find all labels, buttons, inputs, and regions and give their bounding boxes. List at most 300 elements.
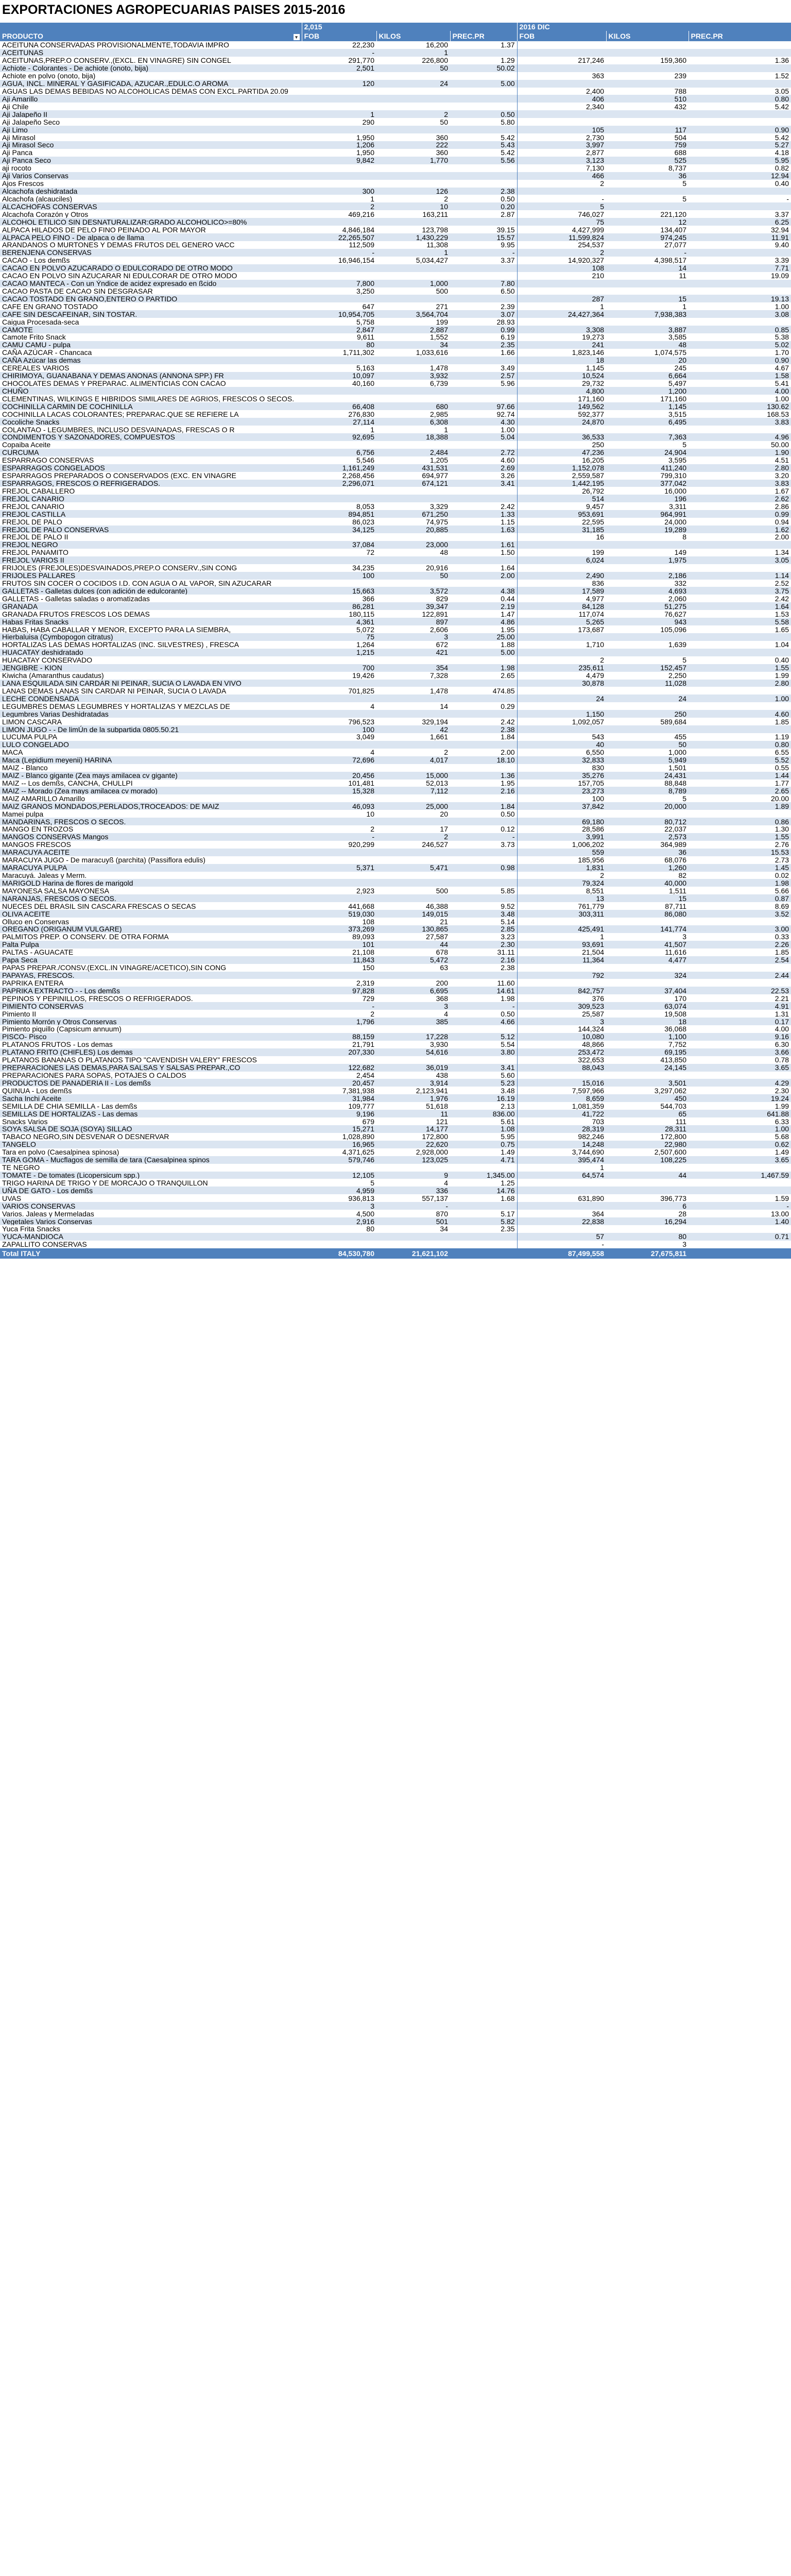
cell-kilos-2015[interactable]: 11,308 — [376, 241, 450, 249]
cell-fob-2016[interactable] — [517, 541, 606, 549]
cell-price-2015[interactable] — [450, 72, 517, 80]
cell-product[interactable]: VARIOS CONSERVAS — [0, 1202, 302, 1210]
cell-kilos-2015[interactable]: 7,328 — [376, 672, 450, 680]
cell-kilos-2015[interactable]: 4 — [376, 1010, 450, 1018]
table-row[interactable] — [0, 164, 791, 172]
table-row[interactable] — [0, 518, 791, 526]
cell-price-2015[interactable]: 2.38 — [450, 725, 517, 733]
cell-kilos-2016[interactable]: 20 — [606, 357, 689, 364]
cell-product[interactable]: Varios. Jaleas y Mermeladas — [0, 1210, 302, 1217]
cell-kilos-2016[interactable]: 1,145 — [606, 402, 689, 410]
cell-product[interactable]: UVAS — [0, 1194, 302, 1202]
table-row[interactable] — [0, 157, 791, 164]
table-row[interactable] — [0, 610, 791, 618]
cell-kilos-2015[interactable]: 17 — [376, 825, 450, 833]
cell-kilos-2015[interactable]: 27,587 — [376, 933, 450, 941]
cell-price-2015[interactable]: 5.54 — [450, 1041, 517, 1048]
cell-kilos-2016[interactable] — [606, 564, 689, 572]
cell-price-2016[interactable] — [689, 202, 791, 210]
cell-price-2015[interactable]: 0.50 — [450, 110, 517, 118]
table-row[interactable] — [0, 772, 791, 779]
cell-fob-2015[interactable]: 21,791 — [302, 1041, 376, 1048]
table-row[interactable] — [0, 188, 791, 195]
cell-kilos-2016[interactable]: 171,160 — [606, 395, 689, 402]
cell-kilos-2015[interactable] — [376, 764, 450, 772]
cell-price-2016[interactable]: 3.39 — [689, 257, 791, 264]
table-row[interactable] — [0, 310, 791, 318]
cell-price-2016[interactable] — [689, 725, 791, 733]
cell-kilos-2015[interactable]: 6,739 — [376, 380, 450, 387]
cell-fob-2016[interactable]: 982,246 — [517, 1133, 606, 1141]
cell-fob-2016[interactable]: 199 — [517, 549, 606, 556]
cell-fob-2016[interactable]: 5 — [517, 202, 606, 210]
cell-kilos-2015[interactable]: 438 — [376, 1072, 450, 1079]
cell-kilos-2016[interactable] — [606, 964, 689, 972]
cell-fob-2015[interactable]: 441,668 — [302, 902, 376, 910]
cell-price-2016[interactable]: 22.53 — [689, 987, 791, 994]
cell-kilos-2015[interactable] — [376, 126, 450, 133]
cell-fob-2016[interactable]: - — [517, 1241, 606, 1248]
cell-kilos-2016[interactable]: 544,703 — [606, 1102, 689, 1110]
table-row[interactable] — [0, 1072, 791, 1079]
cell-kilos-2016[interactable]: 24,431 — [606, 772, 689, 779]
cell-fob-2016[interactable]: 16 — [517, 533, 606, 541]
cell-price-2016[interactable]: 4.00 — [689, 1025, 791, 1033]
cell-kilos-2016[interactable]: 250 — [606, 710, 689, 718]
cell-product[interactable]: SOYA SALSA DE SOJA (SOYA) SILLAO — [0, 1125, 302, 1133]
cell-price-2015[interactable] — [450, 495, 517, 502]
cell-fob-2016[interactable]: 1 — [517, 1164, 606, 1172]
cell-fob-2016[interactable]: 2 — [517, 872, 606, 879]
cell-product[interactable]: ESPARRAGOS PREPARADOS O CONSERVADOS (EXC. EN VINAGRE — [0, 472, 302, 480]
cell-fob-2016[interactable]: 75 — [517, 218, 606, 226]
cell-product[interactable]: AGUA, INCL. MINERAL Y GASIFICADA, AZUCAR.,EDULC.O AROMA — [0, 80, 302, 88]
cell-fob-2015[interactable]: 72,696 — [302, 756, 376, 764]
cell-price-2015[interactable]: 1.95 — [450, 625, 517, 633]
cell-price-2016[interactable]: 0.94 — [689, 518, 791, 526]
cell-product[interactable]: ACEITUNAS,PREP.O CONSERV.,(EXCL. EN VINAGRE) SIN CONGEL — [0, 57, 302, 64]
cell-kilos-2015[interactable]: 16,200 — [376, 41, 450, 49]
cell-kilos-2015[interactable]: 1,430,229 — [376, 233, 450, 241]
cell-fob-2015[interactable]: 1 — [302, 195, 376, 202]
cell-price-2016[interactable]: 1.67 — [689, 487, 791, 495]
cell-price-2016[interactable]: 3.83 — [689, 418, 791, 426]
cell-kilos-2016[interactable]: 2,573 — [606, 833, 689, 841]
table-row[interactable] — [0, 341, 791, 349]
cell-fob-2015[interactable]: 10,097 — [302, 372, 376, 380]
cell-fob-2015[interactable]: 15,328 — [302, 787, 376, 794]
cell-kilos-2015[interactable]: 3 — [376, 633, 450, 641]
cell-price-2015[interactable]: 11.60 — [450, 979, 517, 987]
cell-kilos-2015[interactable]: 5,471 — [376, 864, 450, 872]
cell-fob-2015[interactable]: 1,950 — [302, 133, 376, 141]
cell-fob-2015[interactable]: 207,330 — [302, 1048, 376, 1056]
cell-fob-2015[interactable] — [302, 295, 376, 302]
cell-fob-2016[interactable]: 830 — [517, 764, 606, 772]
cell-kilos-2016[interactable] — [606, 725, 689, 733]
cell-fob-2015[interactable]: 31,984 — [302, 1094, 376, 1102]
cell-kilos-2015[interactable]: 2 — [376, 110, 450, 118]
cell-fob-2016[interactable]: 57 — [517, 1233, 606, 1241]
table-row[interactable] — [0, 956, 791, 964]
cell-kilos-2015[interactable]: 354 — [376, 664, 450, 672]
cell-fob-2015[interactable]: 290 — [302, 118, 376, 126]
cell-price-2016[interactable]: 0.40 — [689, 180, 791, 188]
cell-product[interactable]: ESPARRAGOS CONGELADOS — [0, 464, 302, 472]
cell-kilos-2015[interactable]: 74,975 — [376, 518, 450, 526]
cell-kilos-2016[interactable]: 22,037 — [606, 825, 689, 833]
cell-kilos-2015[interactable]: 1,000 — [376, 280, 450, 287]
cell-product[interactable]: Sacha Inchi Aceite — [0, 1094, 302, 1102]
cell-kilos-2015[interactable] — [376, 680, 450, 687]
table-row[interactable] — [0, 195, 791, 202]
table-row[interactable] — [0, 241, 791, 249]
cell-product[interactable]: FREJOL NEGRO — [0, 541, 302, 549]
cell-fob-2016[interactable]: 10,080 — [517, 1033, 606, 1041]
cell-kilos-2016[interactable]: 6,664 — [606, 372, 689, 380]
cell-product[interactable]: Achiote en polvo (onoto, bija) — [0, 72, 302, 80]
cell-fob-2016[interactable]: 514 — [517, 495, 606, 502]
cell-product[interactable]: PREPARACIONES LAS DEMAS,PARA SALSAS Y SALSAS PREPAR.,CO — [0, 1064, 302, 1072]
cell-fob-2016[interactable]: 36,533 — [517, 433, 606, 441]
table-row[interactable] — [0, 349, 791, 357]
cell-kilos-2016[interactable]: 50 — [606, 741, 689, 749]
cell-price-2015[interactable]: 1.49 — [450, 1148, 517, 1156]
cell-fob-2016[interactable] — [517, 188, 606, 195]
cell-price-2016[interactable]: 2.65 — [689, 787, 791, 794]
cell-kilos-2015[interactable]: 2,887 — [376, 326, 450, 333]
cell-fob-2016[interactable]: 31,185 — [517, 526, 606, 533]
cell-price-2016[interactable]: 1.77 — [689, 779, 791, 787]
cell-kilos-2015[interactable]: 126 — [376, 188, 450, 195]
cell-price-2016[interactable]: 3.00 — [689, 925, 791, 933]
cell-kilos-2015[interactable] — [376, 487, 450, 495]
cell-kilos-2015[interactable]: 121 — [376, 1117, 450, 1125]
table-row[interactable] — [0, 1025, 791, 1033]
cell-kilos-2015[interactable] — [376, 694, 450, 702]
cell-price-2016[interactable] — [689, 918, 791, 925]
cell-kilos-2016[interactable]: 1,975 — [606, 556, 689, 564]
cell-fob-2015[interactable] — [302, 556, 376, 564]
cell-fob-2016[interactable]: 2,400 — [517, 88, 606, 95]
cell-product[interactable]: CACAO EN POLVO AZUCARADO O EDULCORADO DE OTRO MODO — [0, 264, 302, 272]
cell-product[interactable]: CACAO MANTECA - Con un Ýndice de acidez expresado en ßcido — [0, 280, 302, 287]
cell-fob-2016[interactable] — [517, 41, 606, 49]
cell-product[interactable]: HABAS, HABA CABALLAR Y MENOR, EXCEPTO PARA LA SIEMBRA, — [0, 625, 302, 633]
cell-price-2016[interactable]: 9.40 — [689, 241, 791, 249]
table-row[interactable] — [0, 1002, 791, 1010]
cell-product[interactable]: MAIZ - Blanco gigante (Zea mays amilacea cv gigante) — [0, 772, 302, 779]
cell-product[interactable]: Yuca Frita Snacks — [0, 1225, 302, 1233]
table-row[interactable] — [0, 1102, 791, 1110]
cell-price-2015[interactable]: 1.98 — [450, 664, 517, 672]
cell-price-2016[interactable]: 3.83 — [689, 480, 791, 487]
cell-kilos-2015[interactable]: 149,015 — [376, 910, 450, 918]
cell-kilos-2015[interactable]: 1 — [376, 49, 450, 57]
cell-price-2016[interactable]: 0.71 — [689, 1233, 791, 1241]
cell-price-2015[interactable]: 1,345.00 — [450, 1172, 517, 1179]
cell-fob-2016[interactable] — [517, 564, 606, 572]
cell-price-2016[interactable]: 2.54 — [689, 956, 791, 964]
cell-product[interactable]: TOMATE - De tomates (Licopersicum spp.) — [0, 1172, 302, 1179]
table-row[interactable] — [0, 141, 791, 149]
cell-fob-2015[interactable] — [302, 694, 376, 702]
cell-kilos-2016[interactable]: 239 — [606, 72, 689, 80]
table-row[interactable] — [0, 88, 791, 95]
table-row[interactable] — [0, 1094, 791, 1102]
cell-kilos-2016[interactable]: 221,120 — [606, 210, 689, 218]
cell-kilos-2015[interactable]: 671,250 — [376, 510, 450, 518]
table-row[interactable] — [0, 864, 791, 872]
cell-fob-2016[interactable]: 631,890 — [517, 1194, 606, 1202]
cell-price-2016[interactable]: 3.75 — [689, 587, 791, 595]
cell-kilos-2016[interactable]: 105,096 — [606, 625, 689, 633]
cell-kilos-2015[interactable]: 17,228 — [376, 1033, 450, 1041]
cell-fob-2016[interactable]: 108 — [517, 264, 606, 272]
table-row[interactable] — [0, 664, 791, 672]
total-fob-2015[interactable]: 84,530,780 — [302, 1248, 376, 1259]
cell-price-2016[interactable]: 2.73 — [689, 856, 791, 864]
cell-price-2016[interactable]: 2.80 — [689, 464, 791, 472]
cell-price-2016[interactable]: 19.24 — [689, 1094, 791, 1102]
cell-fob-2015[interactable]: 109,777 — [302, 1102, 376, 1110]
cell-price-2016[interactable]: 0.80 — [689, 741, 791, 749]
cell-price-2015[interactable] — [450, 172, 517, 180]
cell-fob-2015[interactable]: 88,159 — [302, 1033, 376, 1041]
cell-product[interactable]: PLATANO FRITO (CHIFLES) Los demas — [0, 1048, 302, 1056]
cell-fob-2016[interactable]: 11,599,824 — [517, 233, 606, 241]
total-row[interactable] — [0, 1248, 791, 1259]
cell-fob-2015[interactable]: 3 — [302, 1202, 376, 1210]
cell-price-2015[interactable]: - — [450, 249, 517, 257]
cell-kilos-2016[interactable]: 1 — [606, 302, 689, 310]
cell-kilos-2015[interactable]: 5,472 — [376, 956, 450, 964]
column-header-price-2016[interactable]: PREC.PR — [689, 31, 791, 41]
cell-kilos-2015[interactable]: 52,013 — [376, 779, 450, 787]
cell-kilos-2015[interactable]: 500 — [376, 887, 450, 894]
table-row[interactable] — [0, 287, 791, 295]
cell-kilos-2016[interactable]: 8 — [606, 533, 689, 541]
cell-kilos-2016[interactable]: 3,887 — [606, 326, 689, 333]
cell-fob-2015[interactable] — [302, 1025, 376, 1033]
cell-kilos-2016[interactable]: 111 — [606, 1117, 689, 1125]
cell-product[interactable]: TANGELO — [0, 1141, 302, 1148]
cell-kilos-2016[interactable]: 413,850 — [606, 1056, 689, 1064]
cell-fob-2015[interactable] — [302, 656, 376, 664]
cell-product[interactable]: NARANJAS, FRESCOS O SECOS. — [0, 894, 302, 902]
cell-price-2015[interactable]: 1.47 — [450, 610, 517, 618]
cell-product[interactable]: FREJOL CANARIO — [0, 495, 302, 502]
cell-kilos-2015[interactable]: 557,137 — [376, 1194, 450, 1202]
cell-kilos-2015[interactable]: 48 — [376, 549, 450, 556]
cell-kilos-2016[interactable] — [606, 541, 689, 549]
cell-fob-2015[interactable]: 1 — [302, 426, 376, 433]
cell-product[interactable]: TRIGO HARINA DE TRIGO Y DE MORCAJO O TRANQUILLON — [0, 1179, 302, 1187]
cell-price-2016[interactable]: 5.02 — [689, 341, 791, 349]
cell-kilos-2016[interactable] — [606, 702, 689, 710]
cell-price-2016[interactable]: 2.44 — [689, 972, 791, 979]
cell-price-2015[interactable]: 5.80 — [450, 118, 517, 126]
cell-product[interactable]: PAPRIKA EXTRACTO - - Los demßs — [0, 987, 302, 994]
cell-price-2015[interactable] — [450, 580, 517, 587]
cell-price-2015[interactable]: 4.71 — [450, 1156, 517, 1164]
cell-fob-2015[interactable] — [302, 680, 376, 687]
cell-kilos-2016[interactable]: 589,684 — [606, 718, 689, 725]
cell-kilos-2016[interactable] — [606, 1179, 689, 1187]
cell-kilos-2015[interactable]: 2 — [376, 833, 450, 841]
cell-fob-2016[interactable]: 25,587 — [517, 1010, 606, 1018]
cell-product[interactable]: COCHINILLA LACAS COLORANTES; PREPARAC.QUE SE REFIERE LA — [0, 410, 302, 418]
cell-price-2016[interactable]: 4.96 — [689, 433, 791, 441]
cell-price-2015[interactable]: 2.16 — [450, 787, 517, 794]
table-row[interactable] — [0, 872, 791, 879]
cell-product[interactable]: PLATANOS BANANAS O PLATANOS TIPO "CAVENDISH VALERY" FRESCOS — [0, 1056, 302, 1064]
cell-price-2016[interactable]: 0.78 — [689, 1056, 791, 1064]
cell-kilos-2015[interactable]: 4,017 — [376, 756, 450, 764]
cell-price-2016[interactable]: 2.62 — [689, 495, 791, 502]
cell-fob-2016[interactable] — [517, 118, 606, 126]
cell-price-2015[interactable] — [450, 879, 517, 887]
cell-kilos-2015[interactable]: 199 — [376, 318, 450, 326]
cell-fob-2016[interactable]: 22,595 — [517, 518, 606, 526]
cell-kilos-2016[interactable]: 1,074,575 — [606, 349, 689, 357]
cell-price-2016[interactable]: 1.70 — [689, 349, 791, 357]
cell-price-2015[interactable]: 5.56 — [450, 157, 517, 164]
cell-price-2016[interactable] — [689, 1225, 791, 1233]
table-row[interactable] — [0, 741, 791, 749]
cell-fob-2016[interactable] — [517, 280, 606, 287]
cell-price-2015[interactable]: 3.73 — [450, 841, 517, 849]
cell-kilos-2016[interactable]: 3,311 — [606, 502, 689, 510]
cell-kilos-2015[interactable]: 34 — [376, 341, 450, 349]
table-row[interactable] — [0, 464, 791, 472]
cell-price-2015[interactable]: 5.23 — [450, 1079, 517, 1087]
cell-fob-2016[interactable] — [517, 287, 606, 295]
cell-kilos-2015[interactable] — [376, 272, 450, 280]
cell-price-2016[interactable]: 0.85 — [689, 326, 791, 333]
cell-kilos-2016[interactable]: 2,186 — [606, 572, 689, 580]
cell-product[interactable]: OREGANO (ORIGANUM VULGARE) — [0, 925, 302, 933]
cell-price-2016[interactable]: 1.04 — [689, 641, 791, 649]
cell-product[interactable]: PALTAS - AGUACATE — [0, 948, 302, 956]
cell-price-2015[interactable]: 5.17 — [450, 1210, 517, 1217]
cell-fob-2015[interactable]: 1,161,249 — [302, 464, 376, 472]
table-row[interactable] — [0, 979, 791, 987]
cell-fob-2015[interactable]: 2,319 — [302, 979, 376, 987]
cell-price-2015[interactable]: 3.48 — [450, 1087, 517, 1094]
cell-fob-2016[interactable]: 363 — [517, 72, 606, 80]
cell-product[interactable]: FREJOL CANARIO — [0, 502, 302, 510]
cell-kilos-2015[interactable]: 44 — [376, 941, 450, 948]
cell-product[interactable]: TE NEGRO — [0, 1164, 302, 1172]
cell-fob-2016[interactable]: 364 — [517, 1210, 606, 1217]
cell-price-2016[interactable]: 15.53 — [689, 849, 791, 856]
cell-kilos-2016[interactable] — [606, 287, 689, 295]
cell-product[interactable]: Aji Limo — [0, 126, 302, 133]
cell-product[interactable]: GRANADA — [0, 602, 302, 610]
cell-kilos-2015[interactable]: 2,985 — [376, 410, 450, 418]
cell-kilos-2016[interactable]: 5 — [606, 195, 689, 202]
cell-product[interactable]: Copaiba Aceite — [0, 441, 302, 449]
cell-product[interactable]: PLATANOS FRUTOS - Los demas — [0, 1041, 302, 1048]
cell-kilos-2016[interactable]: 396,773 — [606, 1194, 689, 1202]
cell-price-2016[interactable]: 3.65 — [689, 1064, 791, 1072]
total-label[interactable]: Total ITALY — [0, 1248, 302, 1259]
cell-price-2015[interactable]: 2.42 — [450, 718, 517, 725]
cell-product[interactable]: LECHE CONDENSADA — [0, 694, 302, 702]
cell-price-2016[interactable]: 4.18 — [689, 149, 791, 157]
cell-kilos-2015[interactable]: 2,928,000 — [376, 1148, 450, 1156]
cell-kilos-2016[interactable]: 37,404 — [606, 987, 689, 994]
cell-price-2016[interactable]: 12.94 — [689, 172, 791, 180]
cell-fob-2016[interactable]: 2,877 — [517, 149, 606, 157]
cell-fob-2016[interactable]: 1 — [517, 302, 606, 310]
cell-price-2016[interactable]: 3.08 — [689, 310, 791, 318]
cell-fob-2015[interactable]: 579,746 — [302, 1156, 376, 1164]
cell-price-2016[interactable] — [689, 687, 791, 694]
cell-kilos-2015[interactable]: 50 — [376, 64, 450, 72]
cell-product[interactable]: MAIZ -- Los demßs, CANCHA, CHULLPI — [0, 779, 302, 787]
cell-product[interactable]: Palta Pulpa — [0, 941, 302, 948]
cell-kilos-2015[interactable] — [376, 533, 450, 541]
cell-kilos-2015[interactable] — [376, 879, 450, 887]
cell-kilos-2015[interactable]: 36,019 — [376, 1064, 450, 1072]
cell-fob-2016[interactable]: 210 — [517, 272, 606, 280]
cell-price-2016[interactable] — [689, 1179, 791, 1187]
cell-kilos-2015[interactable]: 3,932 — [376, 372, 450, 380]
cell-fob-2015[interactable]: 12,105 — [302, 1172, 376, 1179]
cell-price-2016[interactable]: 1.85 — [689, 948, 791, 956]
table-row[interactable] — [0, 1056, 791, 1064]
cell-fob-2016[interactable]: 2 — [517, 656, 606, 664]
cell-price-2015[interactable] — [450, 710, 517, 718]
cell-kilos-2015[interactable] — [376, 441, 450, 449]
cell-fob-2015[interactable]: 75 — [302, 633, 376, 641]
cell-price-2015[interactable]: 5.42 — [450, 133, 517, 141]
cell-fob-2015[interactable]: 5,371 — [302, 864, 376, 872]
cell-kilos-2016[interactable]: 36,068 — [606, 1025, 689, 1033]
cell-product[interactable]: LULO CONGELADO — [0, 741, 302, 749]
cell-fob-2015[interactable]: 15,663 — [302, 587, 376, 595]
cell-kilos-2016[interactable]: 411,240 — [606, 464, 689, 472]
cell-fob-2015[interactable] — [302, 533, 376, 541]
cell-price-2016[interactable]: 20.00 — [689, 794, 791, 802]
cell-product[interactable]: MARACUYA ACEITE — [0, 849, 302, 856]
cell-kilos-2015[interactable]: 123,025 — [376, 1156, 450, 1164]
cell-product[interactable]: Alcachofa Corazón y Otros — [0, 210, 302, 218]
cell-kilos-2015[interactable] — [376, 1233, 450, 1241]
cell-fob-2015[interactable]: 1,215 — [302, 649, 376, 656]
cell-price-2016[interactable]: 1.00 — [689, 694, 791, 702]
cell-kilos-2016[interactable]: 1,000 — [606, 749, 689, 756]
cell-fob-2016[interactable]: 64,574 — [517, 1172, 606, 1179]
cell-price-2015[interactable]: - — [450, 1002, 517, 1010]
cell-kilos-2016[interactable]: 87,711 — [606, 902, 689, 910]
cell-fob-2015[interactable]: 1,796 — [302, 1018, 376, 1025]
cell-kilos-2015[interactable]: 1,770 — [376, 157, 450, 164]
cell-fob-2015[interactable]: - — [302, 49, 376, 57]
cell-fob-2016[interactable]: 3 — [517, 1018, 606, 1025]
cell-price-2016[interactable] — [689, 426, 791, 433]
cell-kilos-2015[interactable]: 6,308 — [376, 418, 450, 426]
cell-fob-2015[interactable] — [302, 218, 376, 226]
cell-kilos-2016[interactable]: 3,595 — [606, 456, 689, 464]
cell-product[interactable]: MAIZ AMARILLO Amarillo — [0, 794, 302, 802]
column-header-fob-2015[interactable]: FOB — [302, 31, 376, 41]
cell-fob-2016[interactable]: 7,597,966 — [517, 1087, 606, 1094]
cell-fob-2016[interactable]: 703 — [517, 1117, 606, 1125]
cell-price-2015[interactable]: 1.98 — [450, 994, 517, 1002]
